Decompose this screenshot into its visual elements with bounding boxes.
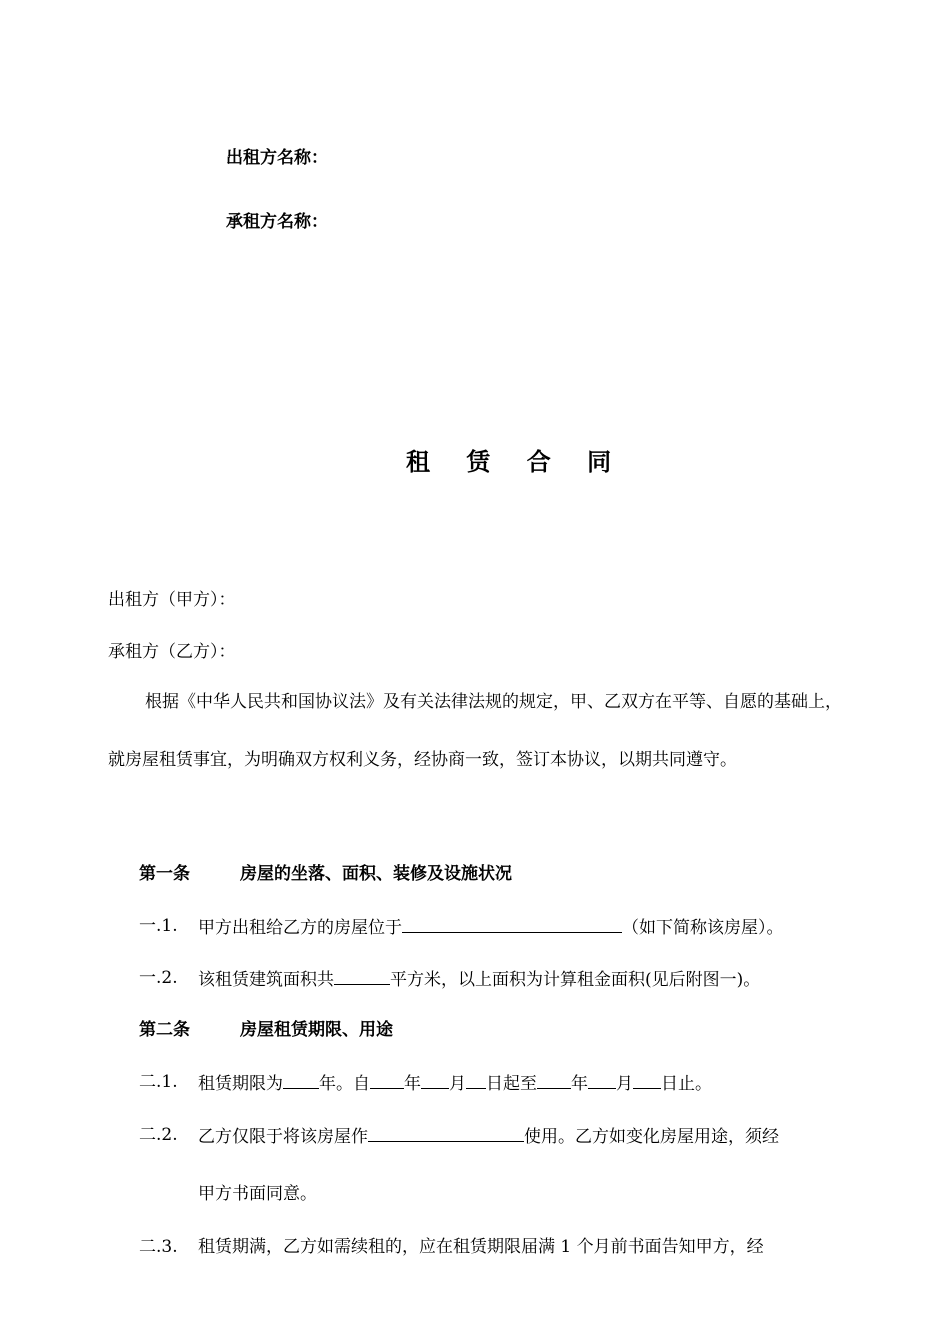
start-year-blank [370,1070,404,1089]
term-text-8: 日止。 [661,1074,712,1094]
party-lessor: 出租方（甲方）： [108,590,236,610]
term-years-blank [283,1070,319,1089]
clause-2-2-continuation: 甲方书面同意。 [198,1184,317,1204]
location-blank [402,914,622,933]
term-text-5: 日起至 [486,1074,537,1094]
term-text-1: 租赁期限为 [198,1074,283,1094]
clause-2-1-number: 二.1. [139,1072,178,1092]
start-month-blank [421,1070,449,1089]
clause-1-2-text-a: 该租赁建筑面积共 [198,970,334,990]
contract-title: 租 赁 合 同 [406,447,626,476]
clause-1-1-text-a: 甲方出租给乙方的房屋位于 [198,918,402,938]
clause-1-2-text-b: 平方米，以上面积为计算租金面积(见后附图一)。 [390,970,761,990]
clause-2-2-text-b: 使用。乙方如变化房屋用途，须经 [524,1127,779,1147]
term-text-6: 年 [571,1074,588,1094]
party-lessee: 承租方（乙方）： [108,642,236,662]
clause-2-2 [198,1123,779,1149]
clause-2-3-text: 租赁期满，乙方如需续租的，应在租赁期限届满 1 个月前书面告知甲方，经 [198,1237,764,1257]
article-2-number: 第二条 [139,1020,190,1040]
clause-1-2 [198,966,760,992]
clause-2-3-number: 二.3. [139,1237,178,1257]
end-month-blank [588,1070,616,1089]
clause-1-1 [198,914,784,940]
lessor-name-label: 出租方名称： [226,148,328,168]
end-day-blank [633,1070,661,1089]
term-text-4: 月 [449,1074,466,1094]
usage-blank [368,1123,524,1142]
clause-2-2-text-a: 乙方仅限于将该房屋作 [198,1127,368,1147]
clause-2-2-number: 二.2. [139,1125,178,1145]
clause-2-1 [198,1070,712,1096]
preamble-paragraph: 根据《中华人民共和国协议法》及有关法律法规的规定，甲、乙双方在平等、自愿的基础上，就房屋租赁事宜，为明确双方权利义务，经协商一致，签订本协议，以期共同遵守。 [108,692,842,770]
article-2-heading: 房屋租赁期限、用途 [240,1020,393,1040]
term-text-2: 年。自 [319,1074,370,1094]
clause-1-1-text-b: （如下简称该房屋）。 [622,918,784,938]
term-text-3: 年 [404,1074,421,1094]
term-text-7: 月 [616,1074,633,1094]
start-day-blank [466,1070,486,1089]
lessee-name-label: 承租方名称： [226,212,328,232]
article-1-number: 第一条 [139,864,190,884]
clause-1-2-number: 一.2. [139,968,178,988]
clause-1-1-number: 一.1. [139,916,178,936]
area-blank [334,966,390,985]
end-year-blank [537,1070,571,1089]
article-1-heading: 房屋的坐落、面积、装修及设施状况 [240,864,512,884]
